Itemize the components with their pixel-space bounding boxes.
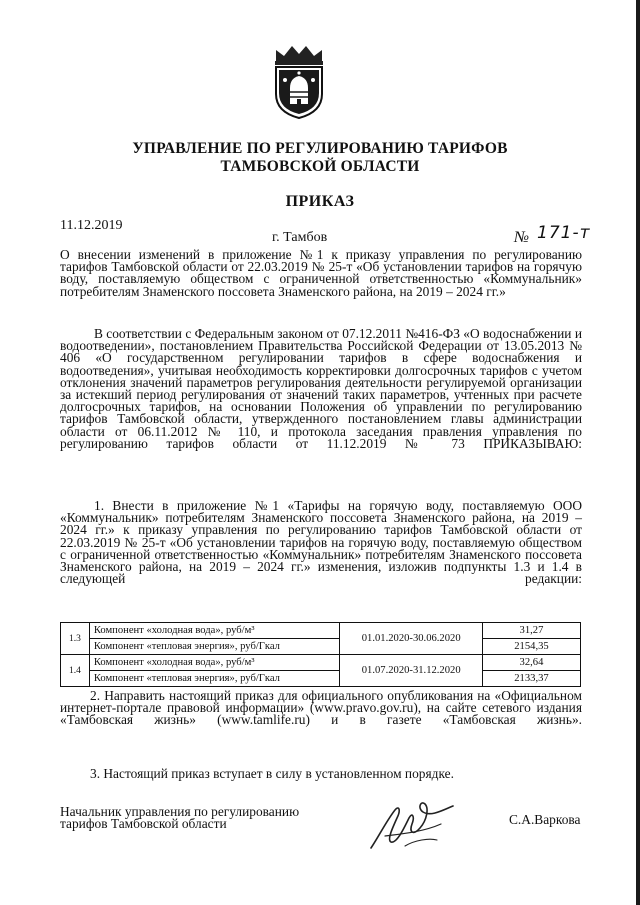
table-cell-value: 31,27 (482, 623, 580, 639)
table-row (61, 671, 581, 687)
signatory-position-line1: Начальник управления по регулированию (60, 804, 300, 819)
item-1-paragraph: 1. Внести в приложение №1 «Тарифы на горячую воду, поставляемую ООО «Коммунальник» потребителям Знаменского поссовета Знаменского района, на 2019 – 2024 гг.» к приказу управления по регулированию тарифов Тамбовской области от 22.03.2019 № 25-т «Об установлении тарифов на горячую воду, поставляемую обществом с ограниченной ответственностью «Коммунальник» потребителям Знаменского поссовета Знаменского района, на 2019 – 2024 гг.» изменения, изложив подпункты 1.3 и 1.4 в следующей редакции: (60, 498, 582, 587)
signatory-position-line2: тарифов Тамбовской области (60, 816, 227, 831)
document-number-handwritten: 171-т (537, 223, 591, 243)
table-cell-period: 01.01.2020-30.06.2020 (340, 623, 483, 655)
table-row (61, 639, 581, 655)
preamble-paragraph: В соответствии с Федеральным законом от 07.12.2011 №416-ФЗ «О водоснабжении и водоотведении», постановлением Правительства Российской Федерации от 13.05.2013 № 406 «О государственном регулировании тарифов в сфере водоснабжения и водоотведения», учитывая необходимость корректировки долгосрочных тарифов с учетом отклонения значений параметров регулирования деятельности регулируемой организации за истекший период регулирования от значений таких параметров, учтенных при расчете долгосрочных тарифов, на основании Положения об управлении по регулированию тарифов Тамбовской области, утвержденного постановлением главы администрации области от 06.11.2012 № 110, и протокола заседания правления управления по регулированию тарифов области от 11.12.2019 № 73 ПРИКАЗЫВАЮ: (60, 326, 582, 451)
table-row (61, 655, 581, 671)
table-cell-value: 2154,35 (482, 639, 580, 655)
table-cell-value: 2133,37 (482, 671, 580, 687)
table-cell-component: Компонент «тепловая энергия», руб/Гкал (89, 671, 340, 687)
tambov-coat-of-arms-icon (268, 42, 330, 120)
item-2-paragraph: 2. Направить настоящий приказ для официального опубликования на «Официальном интернет-портале правовой информации» (www.pravo.gov.ru), на сайте сетевого издания «Тамбовская жизнь» (www.tamlife.ru) и в газете «Тамбовская жизнь». (60, 688, 582, 728)
organization-name-line1: УПРАВЛЕНИЕ ПО РЕГУЛИРОВАНИЮ ТАРИФОВ (132, 140, 508, 157)
document-date: 11.12.2019 (60, 218, 123, 233)
order-subject: О внесении изменений в приложение №1 к приказу управления по регулированию тарифов Тамбовской области от 22.03.2019 № 25-т «Об установлении тарифов на горячую воду, поставляемую обществом с ограниченной ответственностью «Коммунальник» потребителям Знаменского поссовета Знаменского района, на 2019 – 2024 гг.» (60, 247, 582, 299)
signatory-name: С.А.Варкова (509, 812, 581, 827)
table-cell-component: Компонент «холодная вода», руб/м³ (89, 623, 340, 639)
document-number-label: № (514, 229, 530, 246)
table-row (61, 623, 581, 639)
tariff-table (60, 622, 581, 687)
handwritten-signature (365, 796, 465, 856)
organization-name-line2: ТАМБОВСКОЙ ОБЛАСТИ (220, 158, 420, 175)
table-cell-component: Компонент «тепловая энергия», руб/Гкал (89, 639, 340, 655)
scan-edge (636, 0, 640, 905)
document-city: г. Тамбов (272, 230, 328, 245)
table-cell-number: 1.3 (61, 623, 90, 655)
table-cell-value: 32,64 (482, 655, 580, 671)
table-cell-component: Компонент «холодная вода», руб/м³ (89, 655, 340, 671)
document-type-title: ПРИКАЗ (285, 193, 355, 210)
table-cell-period: 01.07.2020-31.12.2020 (340, 655, 483, 687)
table-cell-number: 1.4 (61, 655, 90, 687)
item-3-paragraph: 3. Настоящий приказ вступает в силу в установленном порядке. (90, 766, 454, 781)
